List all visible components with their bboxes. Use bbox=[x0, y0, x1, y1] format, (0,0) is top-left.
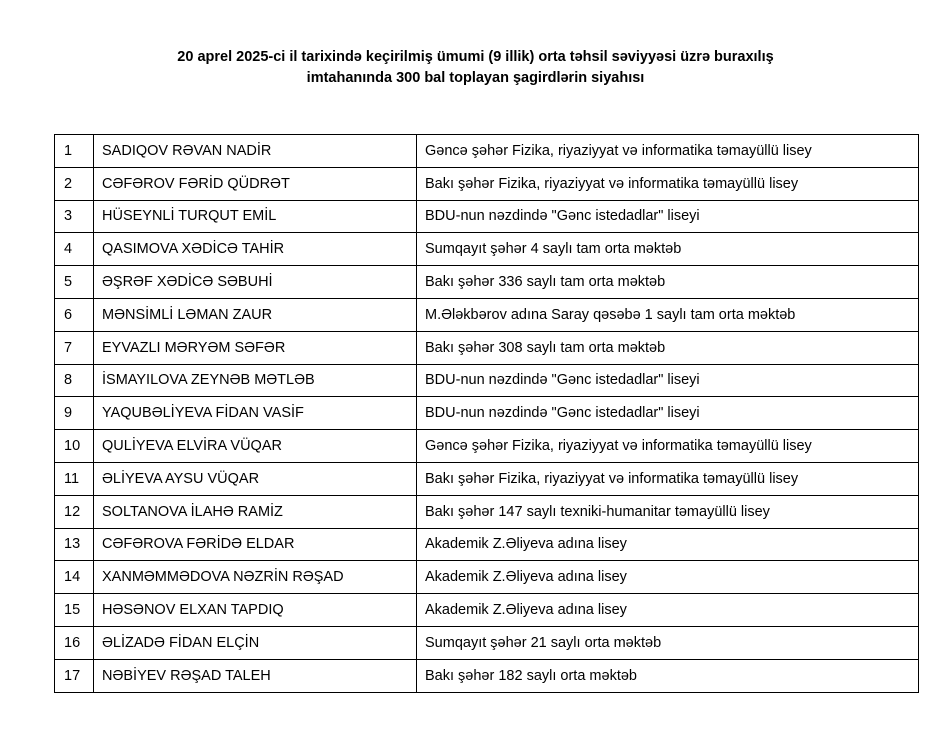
row-number-cell: 2 bbox=[55, 167, 94, 200]
student-name-cell: ƏLİYEVA AYSU VÜQAR bbox=[94, 462, 417, 495]
student-name-cell: SADIQOV RƏVAN NADİR bbox=[94, 135, 417, 168]
row-number-cell: 8 bbox=[55, 364, 94, 397]
row-number-cell: 11 bbox=[55, 462, 94, 495]
school-name-cell: Bakı şəhər 308 saylı tam orta məktəb bbox=[417, 331, 919, 364]
row-number-cell: 3 bbox=[55, 200, 94, 233]
school-name-cell: Akademik Z.Əliyeva adına lisey bbox=[417, 594, 919, 627]
document-title bbox=[0, 47, 951, 89]
student-name-cell: XANMƏMMƏDOVA NƏZRİN RƏŞAD bbox=[94, 561, 417, 594]
table-row bbox=[55, 495, 919, 528]
school-name-cell: Sumqayıt şəhər 21 saylı orta məktəb bbox=[417, 626, 919, 659]
row-number-cell: 7 bbox=[55, 331, 94, 364]
school-name-cell: Akademik Z.Əliyeva adına lisey bbox=[417, 528, 919, 561]
row-number-cell: 5 bbox=[55, 266, 94, 299]
student-name-cell: QASIMOVA XƏDİCƏ TAHİR bbox=[94, 233, 417, 266]
table-row bbox=[55, 298, 919, 331]
student-name-cell: ƏŞRƏF XƏDİCƏ SƏBUHİ bbox=[94, 266, 417, 299]
row-number-cell: 12 bbox=[55, 495, 94, 528]
students-table-body bbox=[55, 135, 919, 693]
table-row bbox=[55, 364, 919, 397]
row-number-cell: 15 bbox=[55, 594, 94, 627]
student-name-cell: CƏFƏROVA FƏRİDƏ ELDAR bbox=[94, 528, 417, 561]
table-row bbox=[55, 462, 919, 495]
school-name-cell: BDU-nun nəzdində "Gənc istedadlar" liseyi bbox=[417, 200, 919, 233]
student-name-cell: SOLTANOVA İLAHƏ RAMİZ bbox=[94, 495, 417, 528]
student-name-cell: YAQUBƏLİYEVA FİDAN VASİF bbox=[94, 397, 417, 430]
school-name-cell: Bakı şəhər 147 saylı texniki-humanitar təmayüllü lisey bbox=[417, 495, 919, 528]
school-name-cell: Akademik Z.Əliyeva adına lisey bbox=[417, 561, 919, 594]
row-number-cell: 14 bbox=[55, 561, 94, 594]
table-row bbox=[55, 397, 919, 430]
school-name-cell: BDU-nun nəzdində "Gənc istedadlar" liseyi bbox=[417, 397, 919, 430]
table-row bbox=[55, 626, 919, 659]
table-row bbox=[55, 331, 919, 364]
school-name-cell: Bakı şəhər 336 saylı tam orta məktəb bbox=[417, 266, 919, 299]
student-name-cell: EYVAZLI MƏRYƏM SƏFƏR bbox=[94, 331, 417, 364]
table-row bbox=[55, 659, 919, 692]
school-name-cell: Gəncə şəhər Fizika, riyaziyyat və informatika təmayüllü lisey bbox=[417, 430, 919, 463]
row-number-cell: 9 bbox=[55, 397, 94, 430]
row-number-cell: 17 bbox=[55, 659, 94, 692]
school-name-cell: BDU-nun nəzdində "Gənc istedadlar" liseyi bbox=[417, 364, 919, 397]
table-row bbox=[55, 167, 919, 200]
student-name-cell: NƏBİYEV RƏŞAD TALEH bbox=[94, 659, 417, 692]
row-number-cell: 4 bbox=[55, 233, 94, 266]
student-name-cell: HƏSƏNOV ELXAN TAPDIQ bbox=[94, 594, 417, 627]
table-row bbox=[55, 135, 919, 168]
school-name-cell: M.Ələkbərov adına Saray qəsəbə 1 saylı tam orta məktəb bbox=[417, 298, 919, 331]
student-name-cell: QULİYEVA ELVİRA VÜQAR bbox=[94, 430, 417, 463]
table-row bbox=[55, 594, 919, 627]
table-row bbox=[55, 233, 919, 266]
student-name-cell: ƏLİZADƏ FİDAN ELÇİN bbox=[94, 626, 417, 659]
row-number-cell: 1 bbox=[55, 135, 94, 168]
school-name-cell: Sumqayıt şəhər 4 saylı tam orta məktəb bbox=[417, 233, 919, 266]
students-table bbox=[54, 134, 919, 693]
table-row bbox=[55, 266, 919, 299]
row-number-cell: 10 bbox=[55, 430, 94, 463]
school-name-cell: Gəncə şəhər Fizika, riyaziyyat və informatika təmayüllü lisey bbox=[417, 135, 919, 168]
table-row bbox=[55, 200, 919, 233]
student-name-cell: İSMAYILOVA ZEYNƏB MƏTLƏB bbox=[94, 364, 417, 397]
student-name-cell: HÜSEYNLİ TURQUT EMİL bbox=[94, 200, 417, 233]
student-name-cell: MƏNSİMLİ LƏMAN ZAUR bbox=[94, 298, 417, 331]
table-row bbox=[55, 561, 919, 594]
school-name-cell: Bakı şəhər Fizika, riyaziyyat və informatika təmayüllü lisey bbox=[417, 462, 919, 495]
row-number-cell: 16 bbox=[55, 626, 94, 659]
title-line-1: 20 aprel 2025-ci il tarixində keçirilmiş ümumi (9 illik) orta təhsil səviyyəsi üzrə buraxılış bbox=[177, 49, 774, 65]
table-row bbox=[55, 430, 919, 463]
student-name-cell: CƏFƏROV FƏRİD QÜDRƏT bbox=[94, 167, 417, 200]
title-line-2: imtahanında 300 bal toplayan şagirdlərin siyahısı bbox=[306, 70, 645, 86]
row-number-cell: 13 bbox=[55, 528, 94, 561]
school-name-cell: Bakı şəhər Fizika, riyaziyyat və informatika təmayüllü lisey bbox=[417, 167, 919, 200]
school-name-cell: Bakı şəhər 182 saylı orta məktəb bbox=[417, 659, 919, 692]
table-row bbox=[55, 528, 919, 561]
row-number-cell: 6 bbox=[55, 298, 94, 331]
